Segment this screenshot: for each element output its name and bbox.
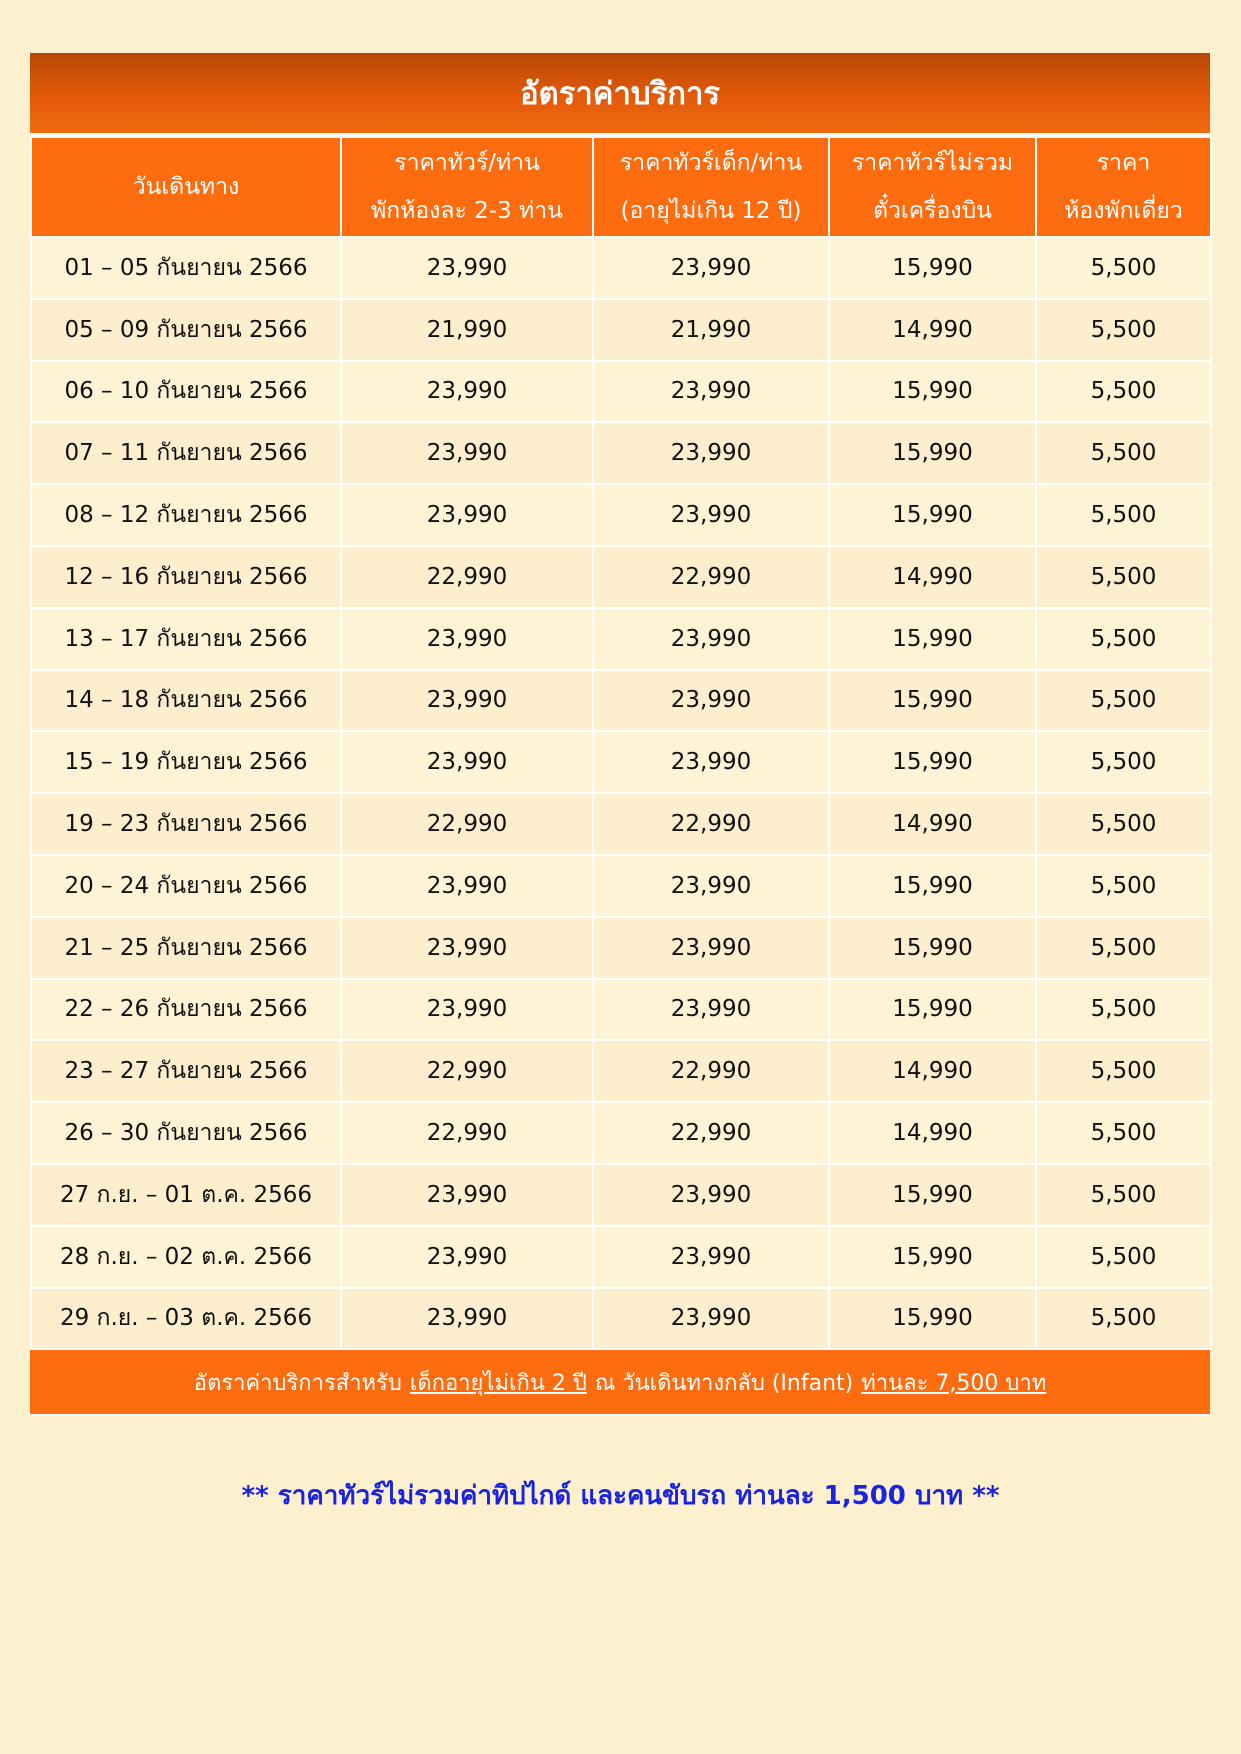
no-ticket-price-cell: 15,990 <box>829 1164 1036 1226</box>
price-table <box>30 136 1212 1350</box>
child-price-cell: 22,990 <box>593 793 829 855</box>
no-ticket-price-cell: 15,990 <box>829 608 1036 670</box>
travel-date-cell: 20 – 24 กันยายน 2566 <box>31 855 341 917</box>
child-price-cell: 23,990 <box>593 1164 829 1226</box>
child-price-cell: 23,990 <box>593 979 829 1041</box>
no-ticket-price-cell: 15,990 <box>829 1288 1036 1350</box>
column-header-line1: ราคาทัวร์ไม่รวม <box>851 150 1014 176</box>
column-header-line1: วันเดินทาง <box>132 174 240 200</box>
infant-prefix: อัตราค่าบริการสำหรับ <box>193 1370 402 1396</box>
table-row <box>31 1226 1211 1288</box>
column-header-line2: ตั๋วเครื่องบิน <box>873 198 992 224</box>
adult-price-cell: 23,990 <box>341 422 593 484</box>
travel-date-cell: 19 – 23 กันยายน 2566 <box>31 793 341 855</box>
travel-date-cell: 12 – 16 กันยายน 2566 <box>31 546 341 608</box>
single-room-cell: 5,500 <box>1036 422 1211 484</box>
single-room-cell: 5,500 <box>1036 361 1211 423</box>
child-price-cell: 22,990 <box>593 1102 829 1164</box>
single-room-cell: 5,500 <box>1036 484 1211 546</box>
travel-date-cell: 26 – 30 กันยายน 2566 <box>31 1102 341 1164</box>
child-price-cell: 23,990 <box>593 855 829 917</box>
column-header <box>341 137 593 237</box>
adult-price-cell: 23,990 <box>341 855 593 917</box>
travel-date-cell: 22 – 26 กันยายน 2566 <box>31 979 341 1041</box>
infant-age: เด็กอายุไม่เกิน 2 ปี <box>409 1370 587 1396</box>
adult-price-cell: 23,990 <box>341 1288 593 1350</box>
column-header-line2: พักห้องละ 2-3 ท่าน <box>371 198 563 224</box>
adult-price-cell: 22,990 <box>341 546 593 608</box>
adult-price-cell: 23,990 <box>341 1164 593 1226</box>
table-body <box>31 237 1211 1349</box>
adult-price-cell: 22,990 <box>341 1040 593 1102</box>
adult-price-cell: 23,990 <box>341 731 593 793</box>
adult-price-cell: 22,990 <box>341 1102 593 1164</box>
no-ticket-price-cell: 15,990 <box>829 484 1036 546</box>
table-row <box>31 670 1211 732</box>
child-price-cell: 23,990 <box>593 670 829 732</box>
adult-price-cell: 23,990 <box>341 237 593 299</box>
single-room-cell: 5,500 <box>1036 299 1211 361</box>
no-ticket-price-cell: 15,990 <box>829 670 1036 732</box>
child-price-cell: 23,990 <box>593 484 829 546</box>
single-room-cell: 5,500 <box>1036 917 1211 979</box>
table-title: อัตราค่าบริการ <box>30 53 1210 136</box>
single-room-cell: 5,500 <box>1036 793 1211 855</box>
adult-price-cell: 23,990 <box>341 1226 593 1288</box>
single-room-cell: 5,500 <box>1036 1164 1211 1226</box>
no-ticket-price-cell: 15,990 <box>829 422 1036 484</box>
child-price-cell: 23,990 <box>593 1226 829 1288</box>
column-header <box>593 137 829 237</box>
child-price-cell: 23,990 <box>593 237 829 299</box>
no-ticket-price-cell: 15,990 <box>829 855 1036 917</box>
table-row <box>31 1164 1211 1226</box>
table-row <box>31 1102 1211 1164</box>
travel-date-cell: 27 ก.ย. – 01 ต.ค. 2566 <box>31 1164 341 1226</box>
travel-date-cell: 29 ก.ย. – 03 ต.ค. 2566 <box>31 1288 341 1350</box>
child-price-cell: 23,990 <box>593 422 829 484</box>
table-row <box>31 237 1211 299</box>
travel-date-cell: 05 – 09 กันยายน 2566 <box>31 299 341 361</box>
single-room-cell: 5,500 <box>1036 1288 1211 1350</box>
adult-price-cell: 23,990 <box>341 484 593 546</box>
table-row <box>31 731 1211 793</box>
single-room-cell: 5,500 <box>1036 1102 1211 1164</box>
travel-date-cell: 06 – 10 กันยายน 2566 <box>31 361 341 423</box>
child-price-cell: 22,990 <box>593 1040 829 1102</box>
single-room-cell: 5,500 <box>1036 1226 1211 1288</box>
travel-date-cell: 23 – 27 กันยายน 2566 <box>31 1040 341 1102</box>
table-row <box>31 1040 1211 1102</box>
no-ticket-price-cell: 15,990 <box>829 1226 1036 1288</box>
table-row <box>31 484 1211 546</box>
table-row <box>31 608 1211 670</box>
column-header-line2: (อายุไม่เกิน 12 ปี) <box>620 198 802 224</box>
column-header-line1: ราคาทัวร์เด็ก/ท่าน <box>619 150 803 176</box>
table-row <box>31 422 1211 484</box>
adult-price-cell: 21,990 <box>341 299 593 361</box>
travel-date-cell: 01 – 05 กันยายน 2566 <box>31 237 341 299</box>
column-header <box>31 137 341 237</box>
no-ticket-price-cell: 15,990 <box>829 979 1036 1041</box>
header-row <box>31 137 1211 237</box>
single-room-cell: 5,500 <box>1036 979 1211 1041</box>
table-row <box>31 299 1211 361</box>
no-ticket-price-cell: 14,990 <box>829 793 1036 855</box>
table-row <box>31 361 1211 423</box>
no-ticket-price-cell: 14,990 <box>829 1040 1036 1102</box>
adult-price-cell: 23,990 <box>341 670 593 732</box>
infant-middle: ณ วันเดินทางกลับ (Infant) <box>594 1370 854 1396</box>
table-row <box>31 917 1211 979</box>
no-ticket-price-cell: 14,990 <box>829 299 1036 361</box>
child-price-cell: 23,990 <box>593 731 829 793</box>
child-price-cell: 23,990 <box>593 361 829 423</box>
single-room-cell: 5,500 <box>1036 670 1211 732</box>
column-header <box>1036 137 1211 237</box>
single-room-cell: 5,500 <box>1036 608 1211 670</box>
adult-price-cell: 23,990 <box>341 917 593 979</box>
tip-note: ** ราคาทัวร์ไม่รวมค่าทิปไกด์ และคนขับรถ ท่านละ 1,500 บาท ** <box>241 1481 1000 1511</box>
single-room-cell: 5,500 <box>1036 731 1211 793</box>
travel-date-cell: 28 ก.ย. – 02 ต.ค. 2566 <box>31 1226 341 1288</box>
adult-price-cell: 23,990 <box>341 608 593 670</box>
adult-price-cell: 22,990 <box>341 793 593 855</box>
no-ticket-price-cell: 15,990 <box>829 361 1036 423</box>
table-row <box>31 546 1211 608</box>
travel-date-cell: 21 – 25 กันยายน 2566 <box>31 917 341 979</box>
adult-price-cell: 23,990 <box>341 361 593 423</box>
travel-date-cell: 08 – 12 กันยายน 2566 <box>31 484 341 546</box>
travel-date-cell: 13 – 17 กันยายน 2566 <box>31 608 341 670</box>
infant-price-bar <box>30 1350 1210 1416</box>
travel-date-cell: 07 – 11 กันยายน 2566 <box>31 422 341 484</box>
travel-date-cell: 14 – 18 กันยายน 2566 <box>31 670 341 732</box>
child-price-cell: 21,990 <box>593 299 829 361</box>
table-row <box>31 793 1211 855</box>
column-header-line1: ราคาทัวร์/ท่าน <box>394 150 540 176</box>
no-ticket-price-cell: 14,990 <box>829 1102 1036 1164</box>
single-room-cell: 5,500 <box>1036 546 1211 608</box>
column-header-line2: ห้องพักเดี่ยว <box>1064 198 1183 224</box>
price-sheet <box>30 53 1210 1416</box>
child-price-cell: 23,990 <box>593 608 829 670</box>
infant-price: ท่านละ 7,500 บาท <box>861 1370 1047 1396</box>
single-room-cell: 5,500 <box>1036 1040 1211 1102</box>
travel-date-cell: 15 – 19 กันยายน 2566 <box>31 731 341 793</box>
table-row <box>31 1288 1211 1350</box>
no-ticket-price-cell: 15,990 <box>829 731 1036 793</box>
no-ticket-price-cell: 15,990 <box>829 917 1036 979</box>
child-price-cell: 23,990 <box>593 917 829 979</box>
table-row <box>31 855 1211 917</box>
child-price-cell: 23,990 <box>593 1288 829 1350</box>
single-room-cell: 5,500 <box>1036 237 1211 299</box>
no-ticket-price-cell: 15,990 <box>829 237 1036 299</box>
no-ticket-price-cell: 14,990 <box>829 546 1036 608</box>
table-row <box>31 979 1211 1041</box>
adult-price-cell: 23,990 <box>341 979 593 1041</box>
column-header-line1: ราคา <box>1096 150 1151 176</box>
single-room-cell: 5,500 <box>1036 855 1211 917</box>
child-price-cell: 22,990 <box>593 546 829 608</box>
column-header <box>829 137 1036 237</box>
